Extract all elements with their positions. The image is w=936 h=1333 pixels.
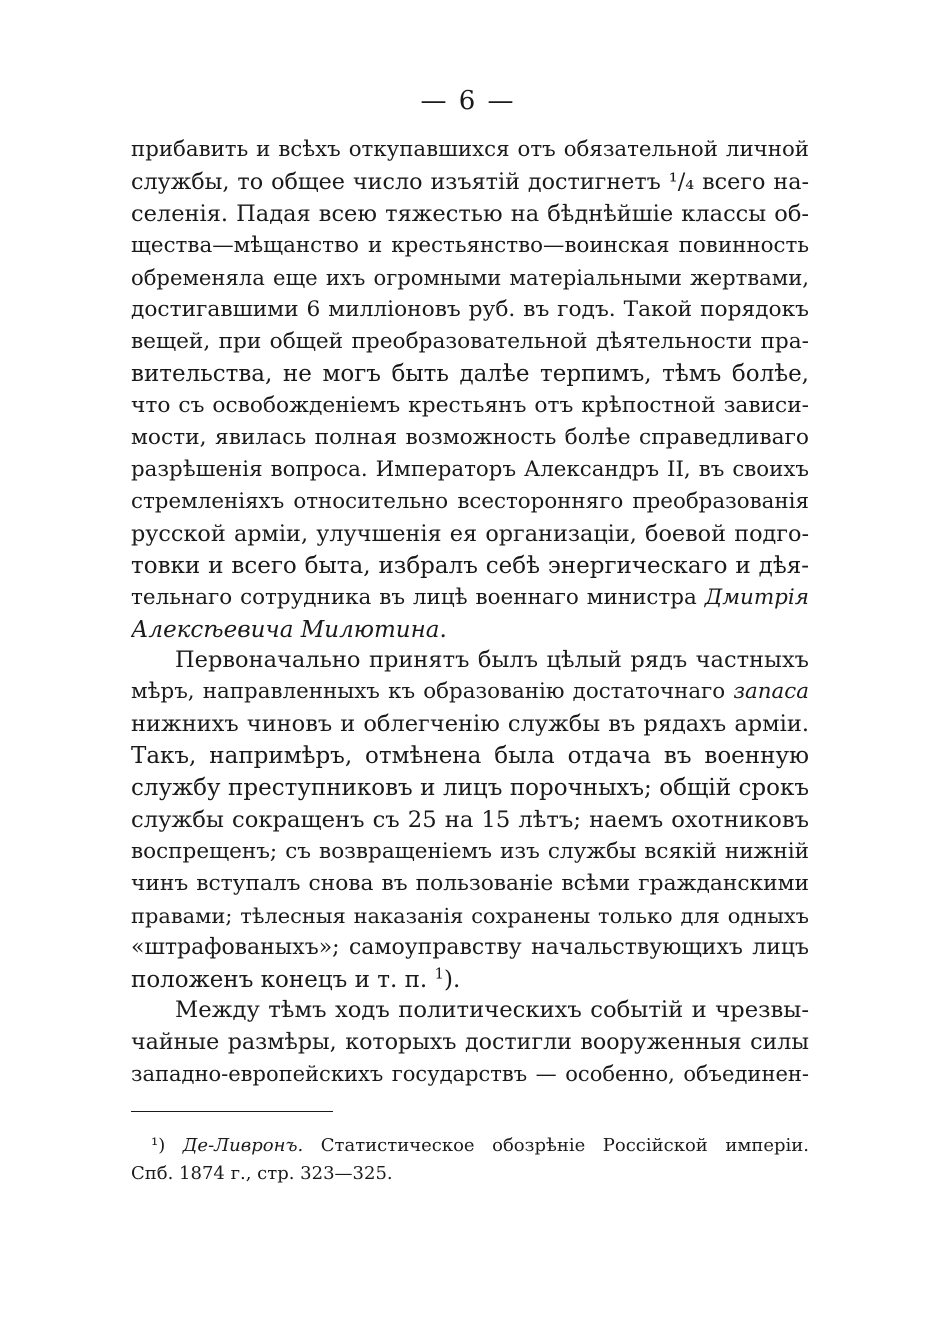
paragraph-2 bbox=[131, 644, 809, 996]
text-line: Между тѣмъ ходъ политическихъ событій и чрезвы- bbox=[175, 997, 809, 1023]
text-line: чайные размѣры, которыхъ достигли вооруженныя силы bbox=[131, 1029, 809, 1055]
text-line: селенія. Падая всею тяжестью на бѣднѣйшіе классы об- bbox=[131, 201, 809, 227]
footnote bbox=[131, 1132, 809, 1188]
text-span: ). bbox=[444, 967, 461, 993]
footnote-text: Статистическое обозрѣніе Россійской имперіи. bbox=[303, 1135, 809, 1156]
footnote-line: Спб. 1874 г., стр. 323—325. bbox=[131, 1163, 393, 1184]
text-line: Первоначально принятъ былъ цѣлый рядъ частныхъ bbox=[175, 647, 809, 673]
text-line: русской арміи, улучшенія ея организаціи, боевой подго- bbox=[131, 521, 809, 547]
text-line: Такъ, напримѣръ, отмѣнена была отдача въ военную bbox=[131, 743, 809, 769]
text-line: «штрафованыхъ»; самоуправству начальствующихъ лицъ bbox=[131, 935, 809, 960]
text-line: прибавить и всѣхъ откупавшихся отъ обязательной личной bbox=[131, 137, 809, 162]
minister-name-italic: Дмитрія bbox=[704, 585, 809, 610]
text-line: достигавшими 6 милліоновъ руб. въ годъ. Такой порядокъ bbox=[131, 297, 809, 322]
paragraph-1 bbox=[131, 134, 809, 646]
minister-name-italic: Алексѣевича Милютина bbox=[131, 617, 440, 643]
text-line: службу преступниковъ и лицъ порочныхъ; общій срокъ bbox=[131, 775, 809, 801]
text-span: мѣръ, направленныхъ къ образованію достаточнаго bbox=[131, 679, 734, 704]
italic-word: запаса bbox=[733, 679, 809, 704]
footnote-line bbox=[131, 1132, 809, 1160]
text-line bbox=[131, 964, 809, 996]
text-span: тельнаго сотрудника въ лицѣ военнаго министра bbox=[131, 585, 705, 610]
text-line bbox=[131, 614, 809, 646]
text-line bbox=[131, 676, 809, 708]
text-line: щества—мѣщанство и крестьянство—воинская повинность bbox=[131, 233, 809, 258]
footnote-author: Де-Ливронъ. bbox=[182, 1135, 304, 1156]
text-line: товки и всего быта, избралъ себѣ энергическаго и дѣя- bbox=[131, 553, 809, 579]
footnote-marker: ¹) bbox=[151, 1135, 166, 1156]
text-line: вещей, при общей преобразовательной дѣятельности пра- bbox=[131, 329, 809, 354]
text-line: службы сокращенъ съ 25 на 15 лѣтъ; наемъ охотниковъ bbox=[131, 807, 809, 833]
text-line: что съ освобожденіемъ крестьянъ отъ крѣпостной зависи- bbox=[131, 393, 809, 418]
text-line: чинъ вступалъ снова въ пользованіе всѣми гражданскими bbox=[131, 871, 809, 896]
text-span: . bbox=[439, 617, 447, 643]
page-number: — 6 — bbox=[420, 86, 516, 116]
text-line: обременяла еще ихъ огромными матеріальными жертвами, bbox=[131, 265, 809, 290]
paragraph-3 bbox=[131, 994, 809, 1090]
text-line: правами; тѣлесныя наказанія сохранены только для одныхъ bbox=[131, 904, 809, 928]
footnote-divider bbox=[131, 1111, 333, 1112]
text-span: положенъ конецъ и т. п. bbox=[131, 967, 435, 993]
text-line: мости, явилась полная возможность болѣе справедливаго bbox=[131, 425, 809, 450]
text-line: западно-европейскихъ государствъ — особенно, объединен- bbox=[131, 1061, 809, 1086]
text-line: службы, то общее число изъятій достигнетъ ¹/₄ всего на- bbox=[131, 169, 809, 195]
text-line: нижнихъ чиновъ и облегченію службы въ рядахъ арміи. bbox=[131, 711, 809, 737]
text-line: разрѣшенія вопроса. Императоръ Александръ II, въ своихъ bbox=[131, 457, 809, 482]
text-line: воспрещенъ; съ возвращеніемъ изъ службы всякій нижній bbox=[131, 839, 809, 864]
text-line: стремленіяхъ относительно всесторонняго преобразованія bbox=[131, 489, 809, 514]
footnote-reference: 1 bbox=[434, 964, 445, 983]
text-line: вительства, не могъ быть далѣе терпимъ, тѣмъ болѣе, bbox=[131, 361, 809, 387]
text-line bbox=[131, 582, 809, 614]
